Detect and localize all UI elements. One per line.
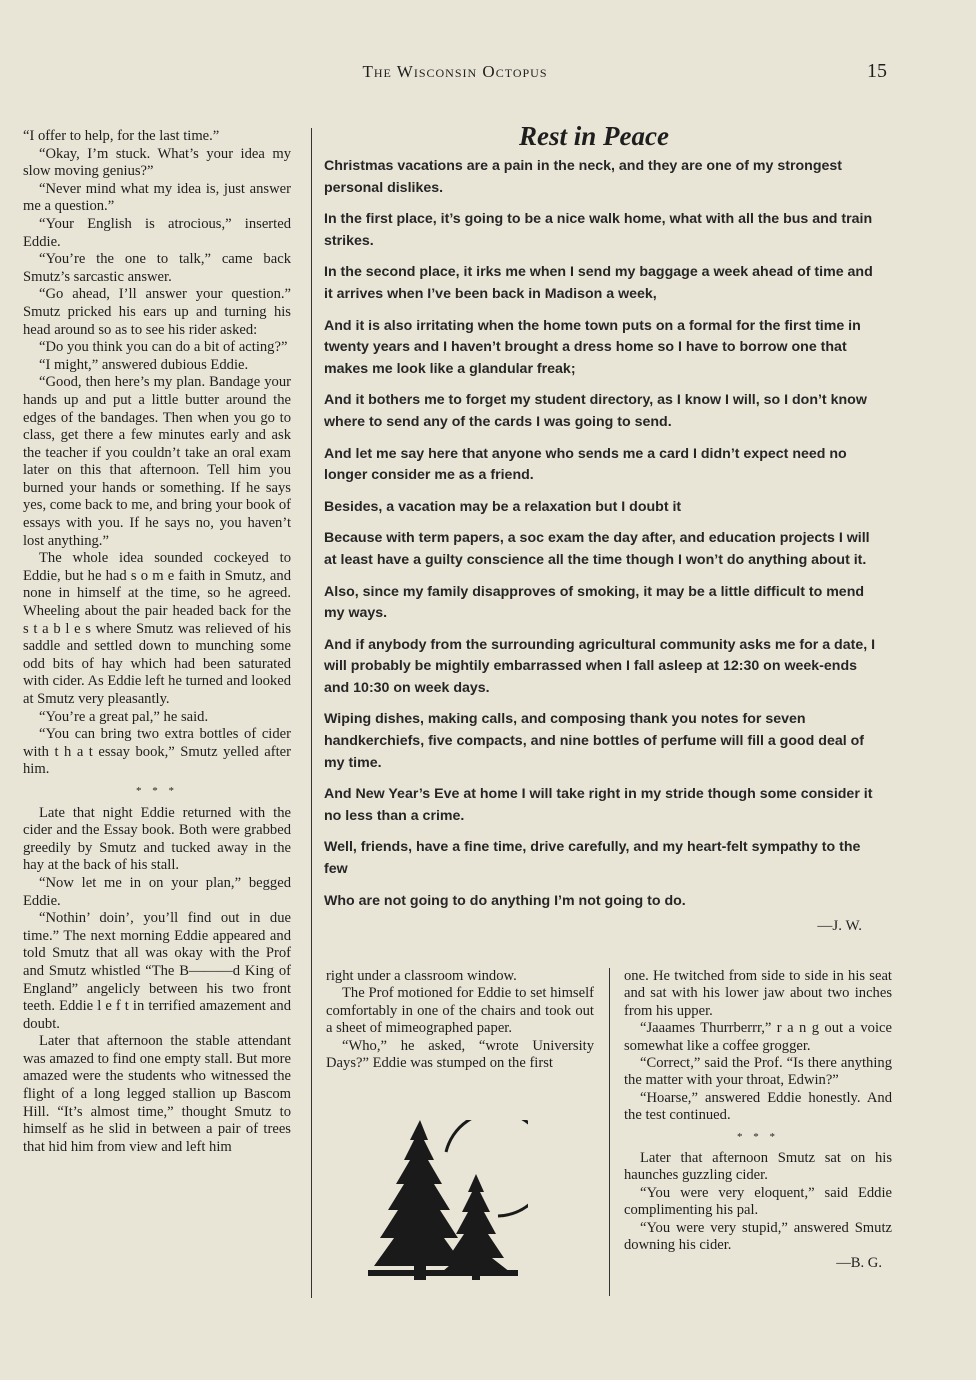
poem-stanza: And it is also irritating when the home town puts on a formal for the first time in twenty years and I haven’t brought a dress home so I have to borrow one that makes me look like a glandular freak; xyxy=(324,317,861,377)
poem-stanza: And let me say here that anyone who sends me a card I didn’t expect need no longer consider me as a friend. xyxy=(324,445,847,484)
poem-stanza: In the first place, it’s going to be a nice walk home, what with all the bus and train strikes. xyxy=(324,211,873,249)
story-paragraph: Later that afternoon the stable attendant was amazed to find one empty stall. But more amazed were the students who witnessed the flight of a long legged stallion up Bascom Hill. “It’s almost time,” thought Smutz to himself as he slid in between a pair of trees that hid him from view and left him xyxy=(23,1033,291,1155)
pine-trees-moon-icon xyxy=(368,1120,528,1280)
story-paragraph: “You’re a great pal,” he said. xyxy=(39,708,209,725)
story-paragraph: right under a classroom window. xyxy=(326,968,517,984)
story-paragraph: “Correct,” said the Prof. “Is there anything the matter with your throat, Edwin?” xyxy=(624,1055,892,1089)
story-paragraph: Later that afternoon Smutz sat on his haunches guzzling cider. xyxy=(624,1150,892,1184)
story-paragraph: “Okay, I’m stuck. What’s your idea my slow moving genius?” xyxy=(23,145,291,180)
story-paragraph: “Who,” he asked, “wrote University Days?” Eddie was stumped on the first xyxy=(326,1037,594,1072)
poem-stanza: Wiping dishes, making calls, and composing thank you notes for seven handkerchiefs, five compacts, and nine bottles of perfume will fill a good deal of my time. xyxy=(324,711,865,771)
left-column-story xyxy=(23,128,291,1156)
story-paragraph: The whole idea sounded cockeyed to Eddie, but he had s o m e faith in Smutz, and none in himself at the time, so he agreed. Wheeling about the pair headed back for the s t a b l e s where Smutz was relieved of his saddle and settled down to munching some odd bits of hay which had been saturated with cider. As Eddie left he turned and looked at Smutz very pleasantly. xyxy=(23,550,291,707)
story-paragraph: “Hoarse,” answered Eddie honestly. And the test continued. xyxy=(624,1089,892,1124)
story-paragraph: “Do you think you can do a bit of acting?” xyxy=(39,339,288,356)
story-paragraph: one. He twitched from side to side in his seat and sat with his lower jaw about two inches from his upper. xyxy=(624,968,892,1019)
poem-stanza: In the second place, it irks me when I send my baggage a week ahead of time and it arrives when I’ve been back in Madison a week, xyxy=(324,264,873,302)
poem-stanza: Also, since my family disapproves of smoking, it may be a little difficult to mend my ways. xyxy=(324,583,865,622)
section-separator: * * * xyxy=(136,784,178,797)
story-paragraph: “Good, then here’s my plan. Bandage your hands up and put a little butter around the edges of the bandages. Then when you go to class, get there a few minutes early and ask the teacher if you couldn’t take an oral exam later on this that afternoon. Tell him you burned your hands or something. If he says yes, come back to me, and bring your book of essays with you. If he says no, you haven’t lost anything.” xyxy=(23,374,291,549)
poem-stanza: Well, friends, have a fine time, drive carefully, and my heart-felt sympathy to the few xyxy=(324,839,861,878)
story-signature: —B. G. xyxy=(836,1254,882,1271)
running-header-title: The Wisconsin Octopus xyxy=(362,62,548,81)
story-paragraph: “Your English is atrocious,” inserted Eddie. xyxy=(23,215,291,250)
poem-stanza: Besides, a vacation may be a relaxation but I doubt it xyxy=(324,498,682,515)
story-paragraph: “Now let me in on your plan,” begged Eddie. xyxy=(23,874,291,909)
poem-title: Rest in Peace xyxy=(519,121,669,151)
column-divider xyxy=(609,968,610,1296)
poem-stanza: Who are not going to do anything I’m not going to do. xyxy=(324,892,686,909)
story-paragraph: “Nothin’ doin’, you’ll find out in due time.” The next morning Eddie appeared and told Smutz that all was okay with the Prof and Smutz whistled “The B———d King of England” angelicly between his two front teeth. Eddie l e f t in terrified amazement and doubt. xyxy=(23,910,291,1032)
poem-body xyxy=(324,156,878,948)
story-paragraph: “You can bring two extra bottles of cider with t h a t essay book,” Smutz yelled after him. xyxy=(23,726,291,778)
story-paragraph: “I offer to help, for the last time.” xyxy=(23,128,220,144)
story-paragraph: The Prof motioned for Eddie to set himself comfortably in one of the chairs and took out a sheet of mimeographed paper. xyxy=(326,985,594,1037)
story-paragraph: Late that night Eddie returned with the cider and the Essay book. Both were grabbed greedily by Smutz and tucked away in the hay at the back of his stall. xyxy=(23,804,291,874)
poem-stanza: And it bothers me to forget my student directory, as I know I will, so I don’t know where to send any of the cards I was going to send. xyxy=(324,392,867,430)
poem-stanza: And if anybody from the surrounding agricultural community asks me for a date, I will probably be mightily embarrassed when I fall asleep at 12:30 on week-ends and 10:30 on week days. xyxy=(324,636,876,696)
bottom-right-column xyxy=(624,968,892,1272)
story-paragraph: “I might,” answered dubious Eddie. xyxy=(39,356,249,373)
story-paragraph: “Jaaames Thurrberrr,” r a n g out a voice somewhat like a coffee grogger. xyxy=(624,1020,892,1054)
poem-stanza: Because with term papers, a soc exam the day after, and education projects I will at least have a guilty conscience all the time though I won’t do anything about it. xyxy=(324,530,870,568)
story-paragraph: “You were very stupid,” answered Smutz downing his cider. xyxy=(624,1219,892,1254)
column-divider xyxy=(311,128,312,1298)
bottom-middle-column xyxy=(326,968,594,1072)
story-paragraph: “Never mind what my idea is, just answer me a question.” xyxy=(23,180,291,215)
story-paragraph: “You were very eloquent,” said Eddie complimenting his pal. xyxy=(624,1184,892,1219)
poem-signature: —J. W. xyxy=(817,918,862,935)
page-number: 15 xyxy=(867,60,887,82)
poem-stanza: And New Year’s Eve at home I will take right in my stride though some consider it no less than a crime. xyxy=(324,786,873,824)
story-paragraph: “Go ahead, I’ll answer your question.” Smutz pricked his ears up and turning his head around so as to see his rider asked: xyxy=(23,286,291,338)
poem-stanza: Christmas vacations are a pain in the neck, and they are one of my strongest personal dislikes. xyxy=(324,158,843,196)
section-separator: * * * xyxy=(737,1130,779,1143)
story-paragraph: “You’re the one to talk,” came back Smutz’s sarcastic answer. xyxy=(23,251,291,285)
